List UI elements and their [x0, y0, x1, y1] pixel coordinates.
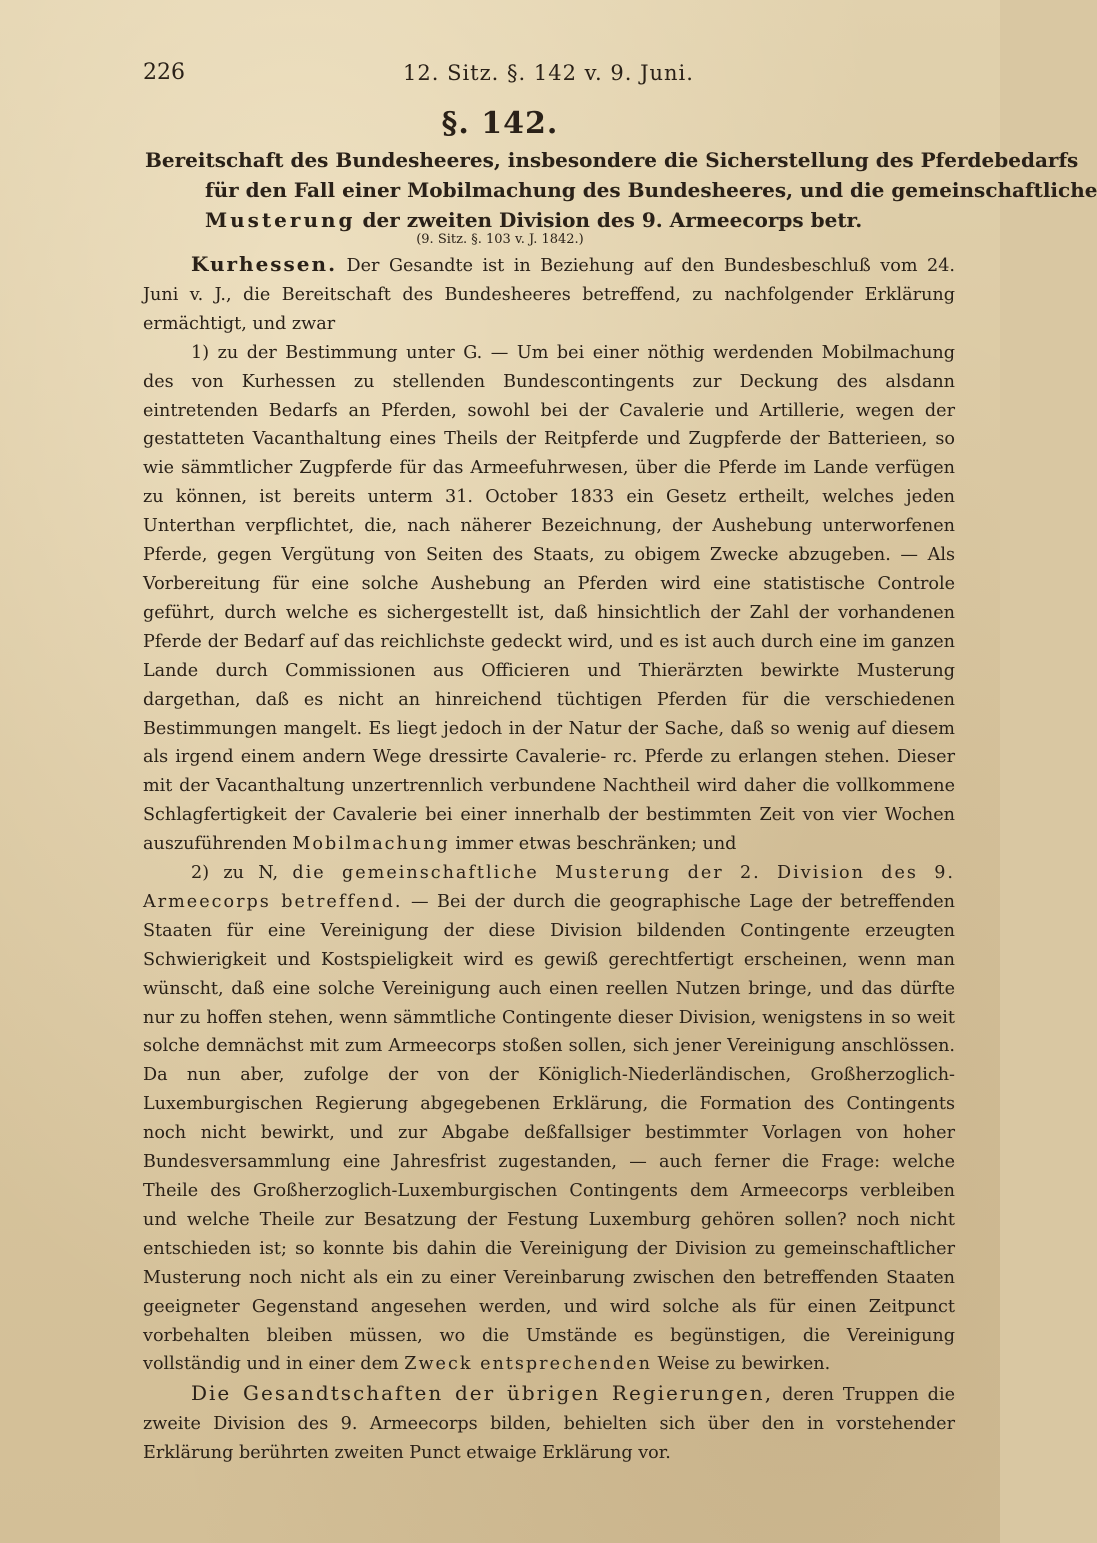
reference-note: (9. Sitz. §. 103 v. J. 1842.)	[416, 232, 584, 247]
paragraph-point-1	[143, 339, 955, 859]
paragraph-text: deren Truppen die zweite Division des 9. Armeecorps bilden, behielten sich über den in vorstehender Erklärung berührten zweiten Punct etwaige Erklärung vor.	[143, 1385, 955, 1464]
title-line-3-rest: der zweiten Division des 9. Armeecorps betr.	[355, 208, 863, 232]
spaced-term: Mobilmachung	[292, 834, 450, 855]
speaker-other-governments: Die Gesandtschaften der übrigen Regierungen,	[191, 1381, 774, 1406]
paragraph-kurhessen	[143, 250, 955, 339]
paragraph-point-2	[143, 859, 955, 1379]
speaker-kurhessen: Kurhessen.	[191, 252, 338, 276]
paragraph-other-governments	[143, 1379, 955, 1468]
paragraph-text-end: Weise zu bewirken.	[651, 1354, 831, 1375]
running-head: 12. Sitz. §. 142 v. 9. Juni.	[403, 61, 694, 85]
page-number: 226	[143, 60, 185, 85]
page-header	[143, 58, 953, 88]
section-title	[145, 145, 1097, 235]
body-text	[143, 250, 955, 1468]
paragraph-text: Der Gesandte ist in Beziehung auf den Bundesbeschluß vom 24. Juni v. J., die Bereitschaft des Bundesheeres betreffend, zu nachfolgender Erklärung ermächtigt, und zwar	[143, 256, 955, 334]
title-line-2: für den Fall einer Mobilmachung des Bundesheeres, und die gemeinschaftliche	[205, 178, 1097, 202]
title-line-1: Bereitschaft des Bundesheeres, insbesondere die Sicherstellung des Pferdebedarfs	[145, 148, 1079, 172]
spaced-term: die gemeinschaftliche Musterung der 2. Division des 9. Armeecorps betreffend.	[143, 863, 955, 912]
paragraph-start: 2) zu N,	[191, 863, 293, 884]
title-line-3	[145, 205, 955, 235]
spaced-term-end: Zweck entsprechenden	[404, 1354, 652, 1375]
paragraph-text: 1) zu der Bestimmung unter G. — Um bei einer nöthig werdenden Mobilmachung des von Kurhessen zu stellenden Bundescontingents zur Deckung des alsdann eintretenden Bedarfs an Pferden, sowohl bei der Cavalerie und Artillerie, wegen der gestatteten Vacanthaltung eines Theils der Reitpferde und Zugpferde der Batterieen, so wie sämmtlicher Zugpferde für das Armeefuhrwesen, über die Pferde im Lande verfügen zu können, ist bereits unterm 31. October 1833 ein Gesetz ertheilt, welches jeden Unterthan verpflichtet, die, nach näherer Bezeichnung, der Aushebung unterworfenen Pferde, gegen Vergütung von Seiten des Staats, zu obigem Zwecke abzugeben. — Als Vorbereitung für eine solche Aushebung an Pferden wird eine statistische Controle geführt, durch welche es sichergestellt ist, daß hinsichtlich der Zahl der vorhandenen Pferde der Bedarf auf das reichlichste gedeckt wird, und es ist auch durch eine im ganzen Lande durch Commissionen aus Officieren und Thierärzten bewirkte Musterung dargethan, daß es nicht an hinreichend tüchtigen Pferden für die verschiedenen Bestimmungen mangelt. Es liegt jedoch in der Natur der Sache, daß so wenig auf diesem als irgend einem andern Wege dressirte Cavalerie- rc. Pferde zu erlangen stehen. Dieser mit der Vacanthaltung unzertrennlich verbundene Nachtheil wird daher die vollkommene Schlagfertigkeit der Cavalerie bei einer innerhalb der bestimmten Zeit von vier Wochen auszuführenden	[143, 342, 955, 855]
section-number: §. 142.	[441, 106, 559, 141]
title-spaced-word: Musterung	[205, 208, 356, 232]
paragraph-text-end: immer etwas beschränken; und	[449, 834, 737, 855]
paragraph-text: — Bei der durch die geographische Lage der betreffenden Staaten für eine Vereinigung der diese Division bildenden Contingente erzeugten Schwierigkeit und Kostspieligkeit wird es gewiß gerechtfertigt erscheinen, wenn man wünscht, daß eine solche Vereinigung auch einen reellen Nutzen bringe, und das dürfte nur zu hoffen stehen, wenn sämmtliche Contingente dieser Division, wenigstens in so weit solche demnächst mit zum Armeecorps stoßen sollen, sich jener Vereinigung anschlössen. Da nun aber, zufolge der von der Königlich-Niederländischen, Großherzoglich-Luxemburgischen Regierung abgegebenen Erklärung, die Formation des Contingents noch nicht bewirkt, und zur Abgabe deßfallsiger bestimmter Vorlagen von hoher Bundesversammlung eine Jahresfrist zugestanden, — auch ferner die Frage: welche Theile des Großherzoglich-Luxemburgischen Contingents dem Armeecorps verbleiben und welche Theile zur Besatzung der Festung Luxemburg gehören sollen? noch nicht entschieden ist; so konnte bis dahin die Vereinigung der Division zu gemeinschaftlicher Musterung noch nicht als ein zu einer Vereinbarung zwischen den betreffenden Staaten geeigneter Gegenstand angesehen werden, und wird solche als für einen Zeitpunct vorbehalten bleiben müssen, wo die Umstände es begünstigen, die Vereinigung vollständig und in einer dem	[143, 891, 955, 1375]
